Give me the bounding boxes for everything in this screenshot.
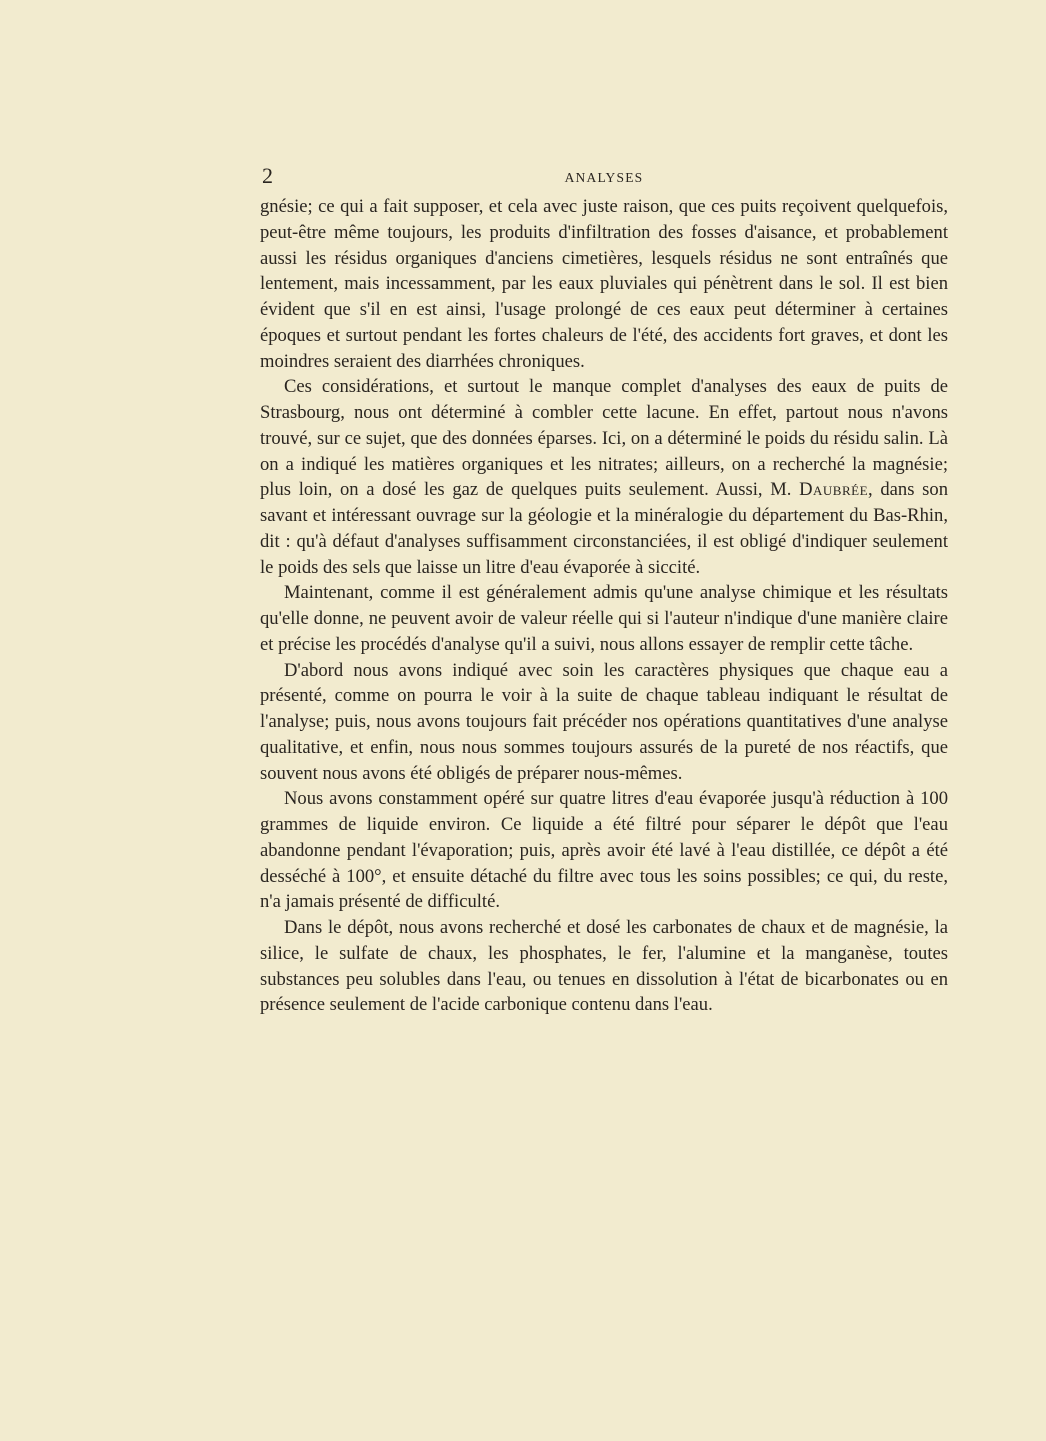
body-text [260,194,948,1018]
paragraph-2-after: , dans son savant et intéressant ouvrage sur la géologie et la minéralogie du département du Bas-Rhin, dit : qu'à défaut d'analyses suffisamment circonstanciées, il est obligé d'indiquer seulement le poids des sels que laisse un litre d'eau évaporée à siccité. [260,479,948,578]
author-name-daubree: Daubrée [799,479,869,501]
paragraph-2-before: Ces considérations, et surtout le manque complet d'analyses des eaux de puits de Strasbourg, nous ont déterminé à combler cette lacune. En effet, partout nous n'avons trouvé, sur ce sujet, que des données éparses. Ici, on a déterminé le poids du résidu salin. Là on a indiqué les matières organiques et les nitrates; ailleurs, on a recherché la magnésie; plus loin, on a dosé les gaz de quelques puits seulement. Aussi, M. [260,376,948,501]
page-number: 2 [262,163,273,188]
running-head [260,163,948,189]
paragraph-6: Dans le dépôt, nous avons recherché et dosé les carbonates de chaux et de magnésie, la silice, le sulfate de chaux, les phosphates, le fer, l'alumine et la manganèse, toutes substances peu solubles dans l'eau, ou tenues en dissolution à l'état de bicarbonates ou en présence seulement de l'acide carbonique contenu dans l'eau. [260,917,948,1016]
paragraph-3: Maintenant, comme il est généralement admis qu'une analyse chimique et les résultats qu'elle donne, ne peuvent avoir de valeur réelle qui si l'auteur n'indique d'une manière claire et précise les procédés d'analyse qu'il a suivi, nous allons essayer de remplir cette tâche. [260,582,948,655]
running-title: ANALYSES [564,170,644,185]
paragraph-5: Nous avons constamment opéré sur quatre litres d'eau évaporée jusqu'à réduction à 100 grammes de liquide environ. Ce liquide a été filtré pour séparer le dépôt que l'eau abandonne pendant l'évaporation; puis, après avoir été lavé à l'eau distillée, ce dépôt a été desséché à 100°, et ensuite détaché du filtre avec tous les soins possibles; ce qui, du reste, n'a jamais présenté de difficulté. [260,788,948,913]
paragraph-2 [260,374,948,580]
paragraph-4: D'abord nous avons indiqué avec soin les caractères physiques que chaque eau a présenté, comme on pourra le voir à la suite de chaque tableau indiquant le résultat de l'analyse; puis, nous avons toujours fait précéder nos opérations quantitatives d'une analyse qualitative, et enfin, nous nous sommes toujours assurés de la pureté de nos réactifs, que souvent nous avons été obligés de préparer nous-mêmes. [260,659,948,784]
paragraph-1: gnésie; ce qui a fait supposer, et cela avec juste raison, que ces puits reçoivent quelquefois, peut-être même toujours, les produits d'infiltration des fosses d'aisance, et probablement aussi les résidus organiques d'anciens cimetières, lesquels résidus ne sont entraînés que lentement, mais incessamment, par les eaux pluviales qui pénètrent dans le sol. Il est bien évident que s'il en est ainsi, l'usage prolongé de ces eaux peut déterminer à certaines époques et surtout pendant les fortes chaleurs de l'été, des accidents fort graves, et dont les moindres seraient des diarrhées chroniques. [260,196,948,372]
